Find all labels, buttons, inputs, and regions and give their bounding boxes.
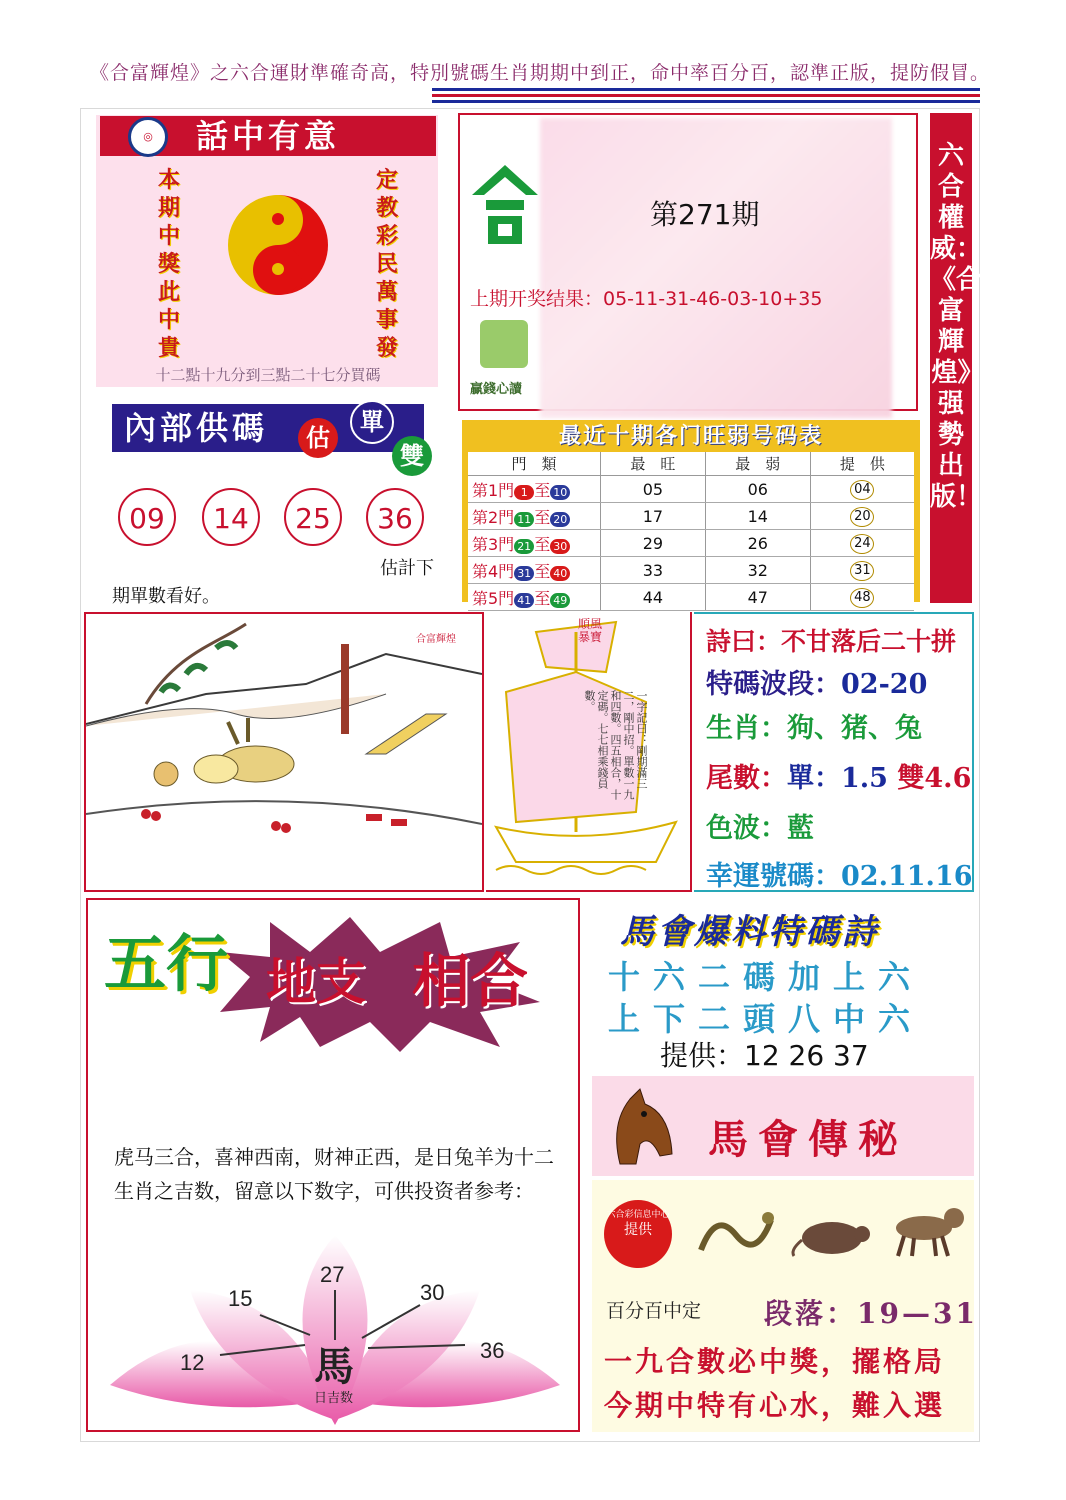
range-from: 1: [514, 485, 534, 500]
horse-poem-title: 馬會爆料特碼詩: [620, 912, 879, 952]
top-banner: 《合富輝煌》之六合運財準確奇高，特別號碼生肖期期中到正，命中率百分百，認準正版，提防假冒。: [90, 62, 991, 84]
range-sep: 至: [534, 534, 551, 554]
money-hand-icon: [480, 320, 528, 368]
range-sep: 至: [534, 588, 551, 608]
rabbit-scene-illustration: [86, 614, 482, 890]
wuxing-title-a: 五行: [104, 927, 229, 1000]
stamp-bottom: 提供: [624, 1222, 652, 1238]
stamp-top: 六合彩信息中心: [606, 1210, 670, 1220]
secret-line2: 今期中特有心水，難入選: [604, 1389, 946, 1422]
range-from: 21: [514, 539, 534, 554]
door-cell: [468, 503, 601, 530]
table-row: [468, 503, 914, 530]
rat-icon: [790, 1210, 874, 1258]
range-from: 41: [514, 593, 534, 608]
side-banner: 六合權威：《合富輝煌》强勢出版！: [930, 113, 972, 603]
range-to: 40: [550, 566, 570, 581]
zodiac-value: 狗、猪、兔: [787, 713, 922, 744]
header-lines: [432, 88, 980, 106]
lucky-value: 02.11.16: [841, 861, 973, 892]
code-number: 25: [284, 488, 342, 546]
color-value: 藍: [787, 813, 814, 844]
guarantee-label: 百分百中定: [606, 1300, 702, 1322]
horse-head-icon: [600, 1084, 680, 1170]
win-label: 贏錢心讀: [470, 382, 523, 397]
door-label: 第5門: [472, 588, 515, 608]
secret-title: 馬會傳秘: [708, 1116, 908, 1163]
lotus-diagram: [100, 1230, 570, 1430]
huazhong-time-note: 十二點十九分到三點二十七分買碼: [155, 366, 381, 384]
table-row: [468, 584, 914, 611]
door-cell: [468, 476, 601, 503]
code-number: 09: [118, 488, 176, 546]
neibu-note-a: 估計下: [380, 558, 434, 579]
door-cell: [468, 584, 601, 611]
min-cell: 26: [705, 530, 810, 557]
door-cell: [468, 557, 601, 584]
wuxing-title-c: 相合: [412, 947, 529, 1015]
provide-cell: [810, 557, 914, 584]
cartoon-badge: 合富輝煌: [416, 634, 456, 645]
table-row: [468, 530, 914, 557]
min-cell: 06: [705, 476, 810, 503]
last-result: 上期开奖结果：05-11-31-46-03-10+35: [470, 288, 823, 310]
provide-number: 20: [850, 507, 874, 527]
door-table: [468, 452, 914, 611]
he-logo-icon: [470, 160, 540, 250]
wave-value: 02-20: [841, 669, 928, 700]
zodiac-label: 生肖：: [706, 713, 787, 744]
max-cell: 33: [601, 557, 706, 584]
yin-yang-icon: [228, 195, 328, 295]
color-label: 色波：: [706, 813, 787, 844]
wuxing-title-b: 地支: [266, 952, 366, 1011]
range-sep: 至: [534, 561, 551, 581]
max-cell: 17: [601, 503, 706, 530]
wave-label: 特碼波段：: [706, 669, 841, 700]
table-header: 提 供: [810, 452, 914, 476]
horse-poem-line2: 上下二頭八中六: [608, 1000, 924, 1038]
code-number: 36: [366, 488, 424, 546]
issue-number: 第271期: [650, 198, 760, 231]
range-sep: 至: [534, 507, 551, 527]
lotus-number: 36: [480, 1338, 505, 1363]
provide-number: 48: [850, 588, 874, 608]
table-row: [468, 476, 914, 503]
tail-label: 尾數：: [706, 763, 787, 794]
door-cell: [468, 530, 601, 557]
cartoon-panel: [84, 612, 484, 892]
neibu-note-b: 期單數看好。: [112, 586, 220, 607]
range-from: 31: [514, 566, 534, 581]
code-number: 14: [202, 488, 260, 546]
table-title: 最近十期各门旺弱号码表: [558, 423, 823, 449]
lotus-number: 15: [228, 1286, 253, 1311]
min-cell: 32: [705, 557, 810, 584]
lotus-number: 12: [180, 1350, 205, 1375]
range-to: 20: [550, 512, 570, 527]
wuxing-text: 虎马三合，喜神西南，财神正西，是日兔羊为十二生肖之吉数，留意以下数字，可供投资者参考：: [114, 1145, 554, 1203]
horse-poem-provide: 提供：12 26 37: [660, 1039, 869, 1072]
provide-cell: [810, 476, 914, 503]
provide-cell: [810, 584, 914, 611]
door-label: 第4門: [472, 561, 515, 581]
boat-sail-text: 一字記曰：剛期滿三二，剛中招。單數一九和四數。四五相合，十定碼。七七相乘錢員數。: [583, 690, 648, 800]
logo-icon: ◎: [128, 117, 168, 157]
huazhong-left-column: 本期中獎此中貴: [157, 167, 180, 361]
table-header: 門 類: [468, 452, 601, 476]
info-poem: 詩曰：不甘落后二十拼: [706, 627, 957, 656]
tail-value-a: 單：1.5: [787, 763, 888, 794]
lotus-number: 30: [420, 1280, 445, 1305]
segment-range: 段落：19—31: [764, 1297, 978, 1330]
dragon-icon: [696, 1200, 776, 1264]
huazhong-right-column: 定教彩民萬事發: [375, 167, 398, 361]
table-header: 最 旺: [601, 452, 706, 476]
tail-value-b: 雙4.6: [897, 763, 972, 794]
lucky-label: 幸運號碼：: [706, 861, 841, 892]
table-header: 最 弱: [705, 452, 810, 476]
door-label: 第3門: [472, 534, 515, 554]
range-to: 30: [550, 539, 570, 554]
max-cell: 05: [601, 476, 706, 503]
secret-line1: 一九合數必中獎，擺格局: [604, 1345, 946, 1378]
badge-dan: 單: [350, 400, 394, 444]
info-center-stamp: [604, 1200, 672, 1268]
lotus-center: 馬: [314, 1343, 354, 1390]
door-label: 第2門: [472, 507, 515, 527]
table-row: [468, 557, 914, 584]
provide-number: 04: [850, 480, 874, 500]
provide-cell: [810, 530, 914, 557]
badge-shuang: 雙: [392, 436, 432, 476]
max-cell: 29: [601, 530, 706, 557]
provide-cell: [810, 503, 914, 530]
range-sep: 至: [534, 480, 551, 500]
provide-number: 31: [850, 561, 874, 581]
range-to: 10: [550, 485, 570, 500]
badge-gu: 估: [298, 418, 338, 458]
lotus-number: 27: [320, 1262, 345, 1287]
min-cell: 14: [705, 503, 810, 530]
horse-poem-line1: 十六二碼加上六: [608, 958, 924, 996]
blurred-area: [540, 118, 892, 418]
min-cell: 47: [705, 584, 810, 611]
max-cell: 44: [601, 584, 706, 611]
dog-icon: [884, 1196, 970, 1260]
boat-flag: 順風暴寶: [578, 617, 603, 644]
huazhong-title: 話中有意: [100, 116, 436, 156]
door-label: 第1門: [472, 480, 515, 500]
range-from: 11: [514, 512, 534, 527]
range-to: 49: [550, 593, 570, 608]
lotus-center-sub: 日吉数: [314, 1390, 354, 1405]
neibu-title: 內部供碼: [112, 404, 424, 452]
provide-number: 24: [850, 534, 874, 554]
